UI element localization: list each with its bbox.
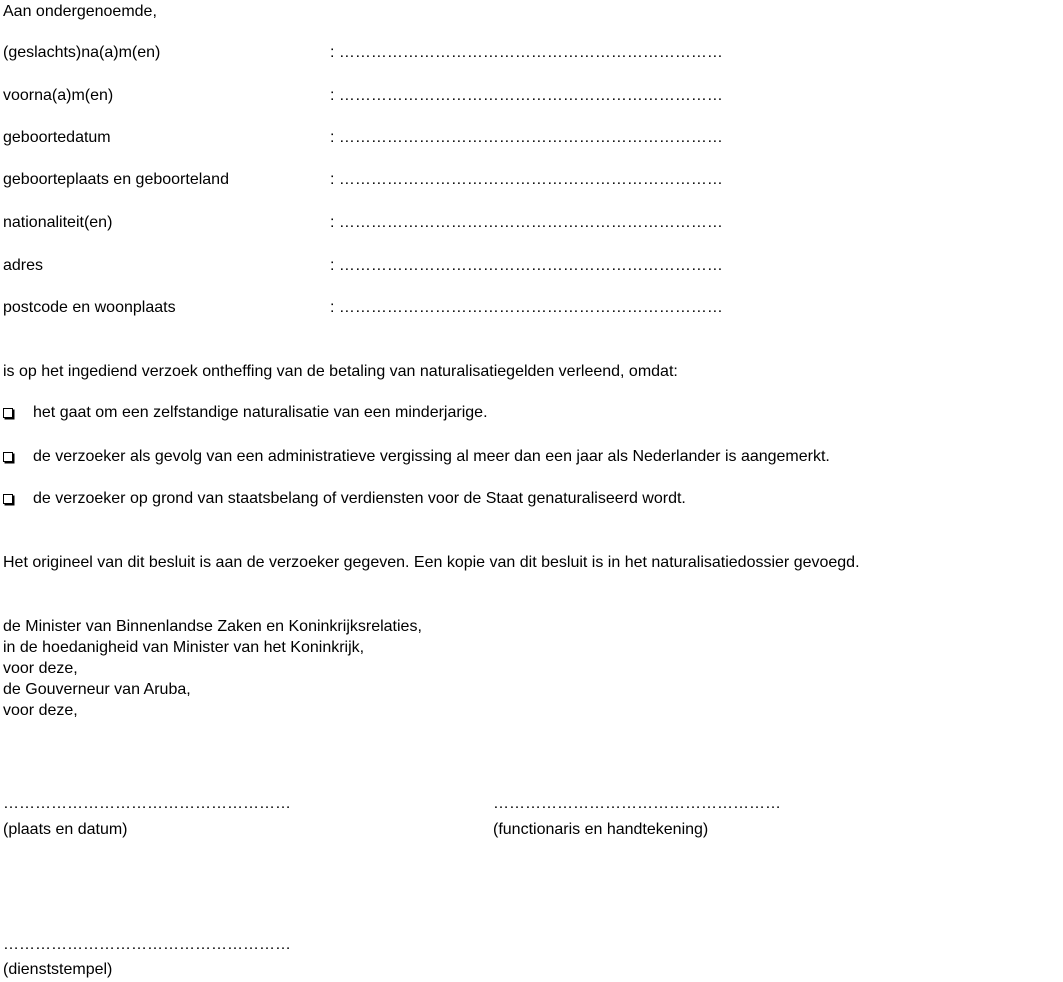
field-value-postcode-city[interactable]: : ……………………………………………………………… — [330, 299, 723, 316]
checkbox-icon[interactable] — [3, 494, 13, 504]
authority-line: de Gouverneur van Aruba, — [3, 681, 191, 698]
field-label-birthplace: geboorteplaats en geboorteland — [3, 171, 229, 188]
option-label: de verzoeker als gevolg van een administratieve vergissing al meer dan een jaar als Nederlander is aangemerkt. — [33, 448, 830, 465]
field-value-nationality[interactable]: : ……………………………………………………………… — [330, 214, 723, 231]
place-date-line[interactable]: ……………………………………………… — [3, 795, 291, 812]
field-value-birthplace[interactable]: : ……………………………………………………………… — [330, 171, 723, 188]
service-stamp-line[interactable]: ……………………………………………… — [3, 936, 291, 953]
service-stamp-label: (dienststempel) — [3, 961, 113, 978]
official-signature-line[interactable]: ……………………………………………… — [493, 795, 781, 812]
option-administrative-error[interactable] — [3, 447, 830, 466]
field-label-first-names: voorna(a)m(en) — [3, 87, 114, 104]
place-date-label: (plaats en datum) — [3, 821, 128, 838]
field-value-address[interactable]: : ……………………………………………………………… — [330, 257, 723, 274]
field-label-birthdate: geboortedatum — [3, 129, 111, 146]
authority-line: voor deze, — [3, 702, 78, 719]
authority-line: voor deze, — [3, 660, 78, 677]
option-minor[interactable] — [3, 403, 488, 422]
field-value-first-names[interactable]: : ……………………………………………………………… — [330, 87, 723, 104]
option-state-interest[interactable] — [3, 489, 686, 508]
decision-intro: is op het ingediend verzoek ontheffing van de betaling van naturalisatiegelden verleend, omdat: — [3, 363, 678, 380]
field-label-surname: (geslachts)na(a)m(en) — [3, 44, 161, 61]
salutation: Aan ondergenoemde, — [3, 3, 157, 20]
field-label-postcode-city: postcode en woonplaats — [3, 299, 176, 316]
field-value-surname[interactable]: : ……………………………………………………………… — [330, 44, 723, 61]
checkbox-icon[interactable] — [3, 408, 13, 418]
authority-line: in de hoedanigheid van Minister van het Koninkrijk, — [3, 639, 365, 656]
field-label-address: adres — [3, 257, 44, 274]
copy-note: Het origineel van dit besluit is aan de verzoeker gegeven. Een kopie van dit besluit is in het naturalisatiedossier gevoegd. — [3, 554, 860, 571]
option-label: het gaat om een zelfstandige naturalisatie van een minderjarige. — [33, 404, 488, 421]
field-label-nationality: nationaliteit(en) — [3, 214, 113, 231]
option-label: de verzoeker op grond van staatsbelang of verdiensten voor de Staat genaturaliseerd wordt. — [33, 490, 686, 507]
field-value-birthdate[interactable]: : ……………………………………………………………… — [330, 129, 723, 146]
authority-line: de Minister van Binnenlandse Zaken en Koninkrijksrelaties, — [3, 618, 422, 635]
official-signature-label: (functionaris en handtekening) — [493, 821, 709, 838]
checkbox-icon[interactable] — [3, 452, 13, 462]
